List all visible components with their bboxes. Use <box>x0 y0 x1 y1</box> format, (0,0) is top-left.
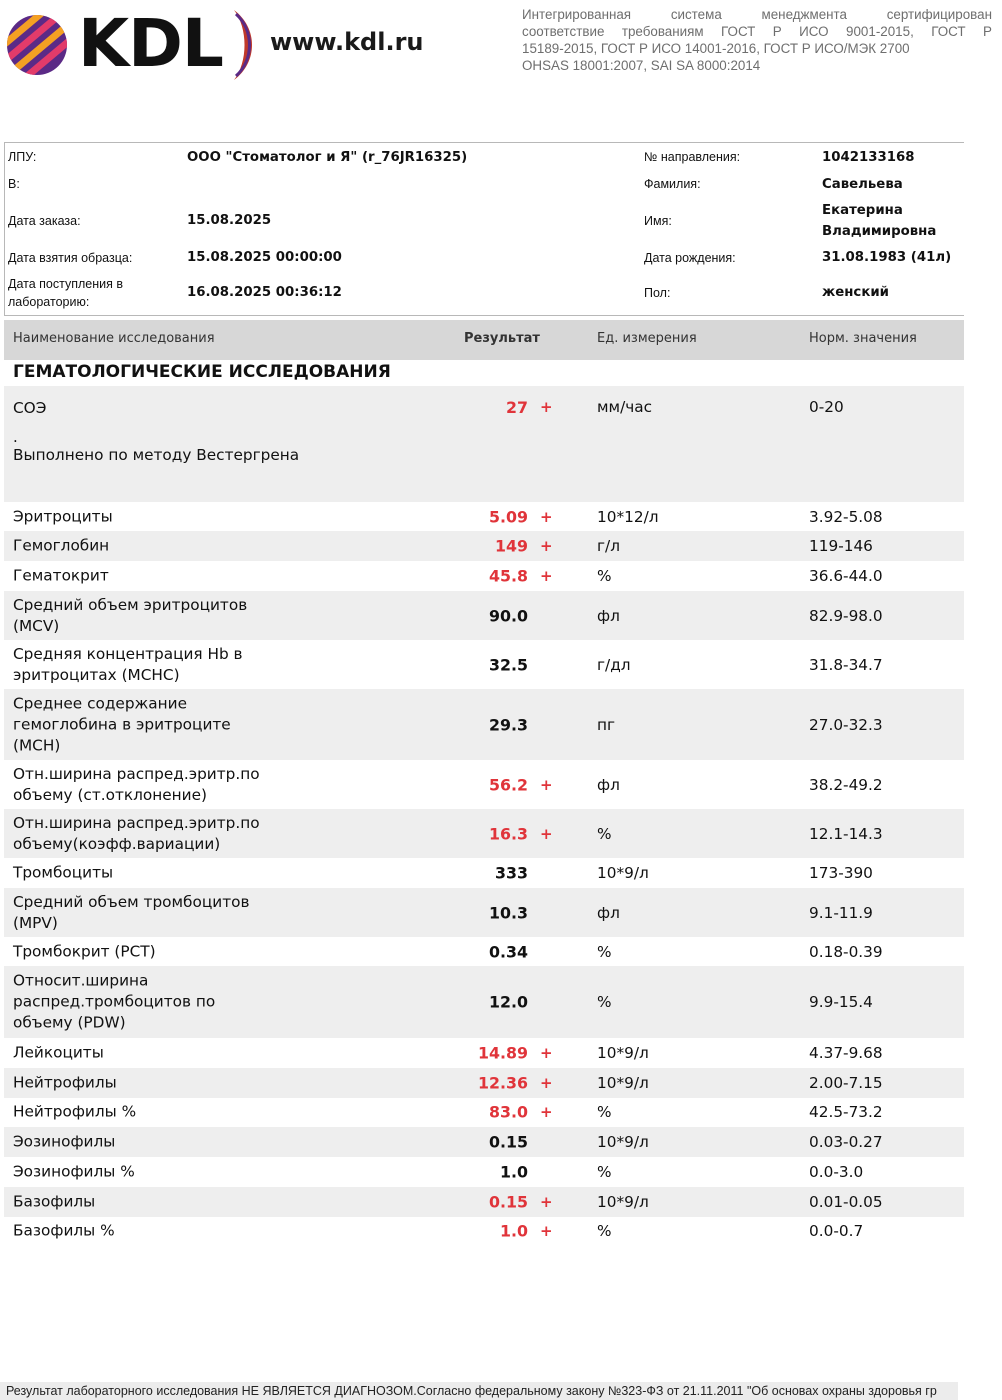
table-row <box>4 1097 964 1127</box>
table-row <box>4 809 964 858</box>
high-flag: + <box>540 775 553 794</box>
kdl-logo-text: KDL <box>78 5 223 82</box>
test-name: Лейкоциты <box>13 1043 104 1062</box>
table-row <box>4 858 964 888</box>
section-title: ГЕМАТОЛОГИЧЕСКИЕ ИССЛЕДОВАНИЯ <box>13 362 391 382</box>
test-name: Отн.ширина распред.эритр.по объему(коэфф.вариации) <box>13 813 260 853</box>
kdl-logo-icon <box>6 14 68 76</box>
col-name-header: Наименование исследования <box>13 331 215 346</box>
test-name: Средняя концентрация Hb в эритроцитах (MCHC) <box>13 644 243 684</box>
table-row <box>4 760 964 809</box>
test-norm: 9.9-15.4 <box>809 993 873 1011</box>
test-unit: % <box>597 567 612 585</box>
test-norm: 12.1-14.3 <box>809 824 883 843</box>
test-unit: 10*9/л <box>597 1193 649 1211</box>
col-norm-header: Норм. значения <box>809 331 917 346</box>
test-norm: 2.00-7.15 <box>809 1074 883 1092</box>
lab-date-label: Дата поступления в лабораторию: <box>8 277 124 309</box>
table-row <box>4 689 964 760</box>
test-value: 45.8 <box>489 566 528 586</box>
test-value: 0.15 <box>489 1132 528 1152</box>
test-value: 5.09 <box>489 507 528 527</box>
test-unit: 10*12/л <box>597 508 659 526</box>
test-value: 1.0 <box>500 1221 528 1241</box>
high-flag: + <box>540 508 553 526</box>
test-unit: пг <box>597 715 616 734</box>
lpu-value: ООО "Стоматолог и Я" (r_76JR16325) <box>187 150 468 165</box>
test-name: Средний объем тромбоцитов (MPV) <box>13 892 250 932</box>
test-value: 14.89 <box>478 1043 528 1063</box>
table-row <box>4 1038 964 1068</box>
table-row <box>4 561 964 591</box>
high-flag: + <box>540 824 553 843</box>
high-flag: + <box>540 1074 553 1092</box>
test-value: 27 <box>506 398 528 417</box>
test-norm: 27.0-32.3 <box>809 715 883 734</box>
high-flag: + <box>540 567 553 585</box>
referral-label: № направления: <box>644 150 741 164</box>
test-norm: 0.0-0.7 <box>809 1222 864 1240</box>
lpu-label: ЛПУ: <box>8 150 37 164</box>
test-value: 12.0 <box>489 992 528 1012</box>
high-flag: + <box>540 1222 553 1240</box>
lab-date-value: 16.08.2025 00:36:12 <box>187 285 342 300</box>
test-name: Тромбоциты <box>13 863 114 882</box>
test-unit: 10*9/л <box>597 1133 649 1151</box>
test-norm: 31.8-34.7 <box>809 655 883 674</box>
test-unit: мм/час <box>597 398 653 416</box>
table-row <box>4 502 964 532</box>
test-name: Отн.ширина распред.эритр.по объему (ст.отклонение) <box>13 764 260 804</box>
sex-value: женский <box>822 285 889 300</box>
test-value: 10.3 <box>489 903 528 922</box>
v-label: В: <box>8 177 20 191</box>
sample-date-value: 15.08.2025 00:00:00 <box>187 250 342 265</box>
test-name: Относит.ширина распред.тромбоцитов по объему (PDW) <box>13 971 216 1032</box>
test-name: СОЭ <box>13 399 47 417</box>
table-row <box>4 531 964 561</box>
soe-note-dot: . <box>13 428 18 446</box>
test-norm: 0.03-0.27 <box>809 1133 883 1151</box>
name-value: Екатерина Владимировна <box>822 203 937 239</box>
test-norm: 0-20 <box>809 398 844 416</box>
test-name: Гематокрит <box>13 566 109 585</box>
test-name: Эозинофилы % <box>13 1162 135 1181</box>
test-name: Средний объем эритроцитов (MCV) <box>13 595 248 635</box>
test-norm: 0.01-0.05 <box>809 1193 883 1211</box>
table-row-soe <box>4 386 964 502</box>
test-norm: 38.2-49.2 <box>809 775 883 794</box>
certification-text <box>522 6 1002 74</box>
table-row <box>4 1068 964 1098</box>
surname-label: Фамилия: <box>644 177 701 191</box>
test-norm: 36.6-44.0 <box>809 567 883 585</box>
test-norm: 173-390 <box>809 864 873 882</box>
report-header <box>0 0 992 100</box>
test-name: Среднее содержание гемоглобина в эритроците (MCH) <box>13 694 231 754</box>
disclaimer-text: Результат лабораторного исследования НЕ ЯВЛЯЕТСЯ ДИАГНОЗОМ.Согласно федеральному закону №323-ФЗ от 21.11.2011 "Об основах охраны здоровья гр <box>6 1384 937 1398</box>
birth-label: Дата рождения: <box>644 251 736 265</box>
high-flag: + <box>540 1103 553 1121</box>
test-unit: фл <box>597 606 620 625</box>
table-row <box>4 640 964 689</box>
test-norm: 9.1-11.9 <box>809 903 873 922</box>
test-value: 12.36 <box>478 1073 528 1093</box>
test-value: 0.34 <box>489 942 528 962</box>
high-flag: + <box>540 1193 553 1211</box>
test-norm: 82.9-98.0 <box>809 606 883 625</box>
col-unit-header: Ед. измерения <box>597 331 697 346</box>
test-value: 16.3 <box>489 824 528 843</box>
test-unit: г/л <box>597 537 620 555</box>
test-unit: % <box>597 943 612 961</box>
table-row <box>4 1157 964 1187</box>
test-unit: 10*9/л <box>597 1074 649 1092</box>
table-row <box>4 966 964 1038</box>
test-unit: % <box>597 1163 612 1181</box>
col-result-header: Результат <box>464 331 540 346</box>
high-flag: + <box>540 537 553 555</box>
test-value: 83.0 <box>489 1102 528 1122</box>
test-name: Эозинофилы <box>13 1132 116 1151</box>
high-flag: + <box>540 398 553 416</box>
test-norm: 4.37-9.68 <box>809 1044 883 1062</box>
test-unit: % <box>597 993 612 1011</box>
test-value: 1.0 <box>500 1162 528 1182</box>
test-value: 0.15 <box>489 1192 528 1212</box>
test-unit: % <box>597 1222 612 1240</box>
test-value: 90.0 <box>489 606 528 625</box>
table-row <box>4 1127 964 1157</box>
cert-line-1: Интегрированная система менеджмента сертифицирован <box>522 7 992 22</box>
results-table-header <box>4 320 964 360</box>
table-row <box>4 937 964 967</box>
test-norm: 0.0-3.0 <box>809 1163 864 1181</box>
test-unit: 10*9/л <box>597 1044 649 1062</box>
cert-line-2: соответствие требованиям ГОСТ Р ИСО 9001-2015, ГОСТ Р <box>522 24 992 39</box>
high-flag: + <box>540 1044 553 1062</box>
test-unit: фл <box>597 775 620 794</box>
test-name: Нейтрофилы <box>13 1073 117 1092</box>
test-name: Нейтрофилы % <box>13 1102 137 1121</box>
cert-line-4: OHSAS 18001:2007, SAI SA 8000:2014 <box>522 58 761 73</box>
test-value: 32.5 <box>489 655 528 674</box>
name-label: Имя: <box>644 214 672 228</box>
test-name: Базофилы % <box>13 1221 115 1240</box>
test-unit: фл <box>597 903 620 922</box>
website-url: www.kdl.ru <box>270 28 424 56</box>
test-name: Эритроциты <box>13 507 113 526</box>
test-value: 333 <box>495 863 528 883</box>
test-norm: 3.92-5.08 <box>809 508 883 526</box>
test-name: Базофилы <box>13 1192 96 1211</box>
test-norm: 119-146 <box>809 537 873 555</box>
table-row <box>4 1216 964 1246</box>
test-name: Тромбокрит (PCT) <box>13 942 156 961</box>
surname-value: Савельева <box>822 177 903 192</box>
order-date-label: Дата заказа: <box>8 214 81 228</box>
test-name: Гемоглобин <box>13 536 110 555</box>
cert-line-3: 15189-2015, ГОСТ Р ИСО 14001-2016, ГОСТ Р ИСО/МЭК 2700 <box>522 41 910 56</box>
table-row <box>4 1187 964 1217</box>
order-date-value: 15.08.2025 <box>187 213 272 228</box>
test-norm: 0.18-0.39 <box>809 943 883 961</box>
sample-date-label: Дата взятия образца: <box>8 251 133 265</box>
sex-label: Пол: <box>644 286 671 300</box>
test-unit: % <box>597 1103 612 1121</box>
test-norm: 42.5-73.2 <box>809 1103 883 1121</box>
referral-value: 1042133168 <box>822 150 915 165</box>
table-row <box>4 591 964 640</box>
test-unit: % <box>597 824 612 843</box>
birth-value: 31.08.1983 (41л) <box>822 250 952 265</box>
test-value: 149 <box>495 536 528 556</box>
footer-disclaimer <box>0 1382 958 1400</box>
patient-info-box <box>4 142 964 316</box>
test-unit: г/дл <box>597 655 631 674</box>
soe-method-note: Выполнено по методу Вестергрена <box>13 446 300 464</box>
test-unit: 10*9/л <box>597 864 649 882</box>
test-value: 29.3 <box>489 715 528 734</box>
table-row <box>4 888 964 937</box>
logo-bracket-icon <box>228 8 262 82</box>
test-value: 56.2 <box>489 775 528 794</box>
